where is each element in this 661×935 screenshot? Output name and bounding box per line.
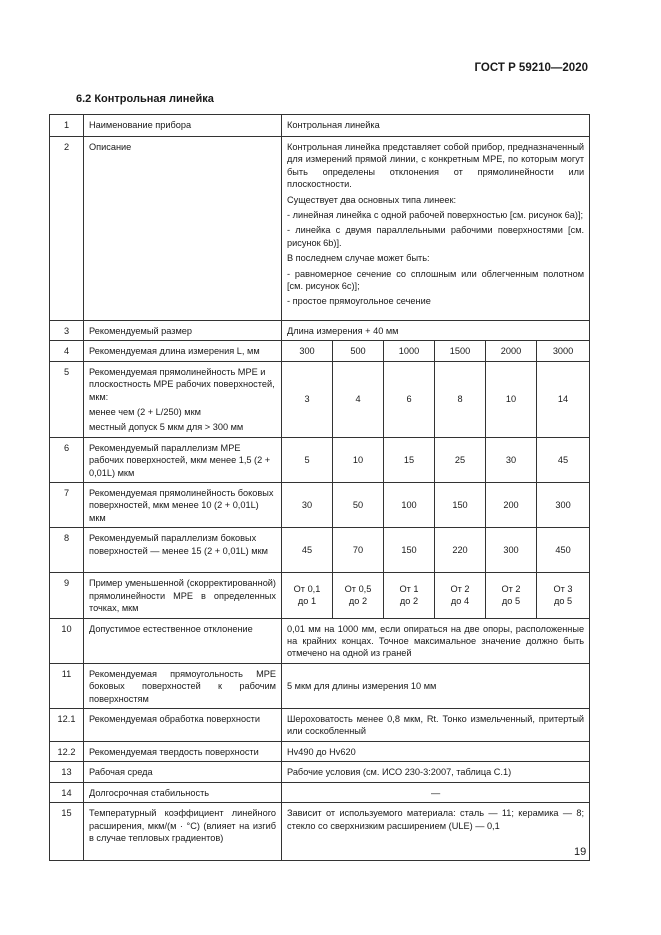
value-cell — [486, 573, 537, 618]
row-number: 9 — [50, 573, 84, 618]
description-text: - линейка с двумя параллельными рабочими поверхностями [см. рисунок 6b)]. — [287, 225, 585, 248]
row-value — [282, 137, 590, 321]
table-row — [50, 528, 590, 573]
row-number: 7 — [50, 483, 84, 528]
value-cell — [282, 573, 333, 618]
value-cell: 3000 — [537, 341, 590, 361]
value-cell: 6 — [384, 361, 435, 437]
row-label: Рекомендуемая длина измерения L, мм — [84, 341, 282, 361]
value-cell: 8 — [435, 361, 486, 437]
value-line: От 1 — [399, 583, 419, 594]
row-value: 0,01 мм на 1000 мм, если опираться на две опоры, расположенные на крайних концах. Точное максимальное значение должно быть отмечено на одной из граней — [282, 618, 590, 663]
value-cell: 14 — [537, 361, 590, 437]
value-cell: 70 — [333, 528, 384, 573]
table-row — [50, 341, 590, 361]
value-line: до 5 — [501, 596, 521, 607]
table-row — [50, 663, 590, 708]
row-label: Температурный коэффициент линейного расширения, мкм/(м · °С) (влияет на изгиб в случае тепловых градиентов) — [84, 803, 282, 861]
page-number: 19 — [574, 846, 587, 858]
value-line: От 2 — [501, 583, 521, 594]
value-cell — [435, 573, 486, 618]
row-value: Длина измерения + 40 мм — [282, 321, 590, 341]
description-text: Существует два основных типа линеек: — [287, 194, 457, 205]
table-row — [50, 137, 590, 321]
table-row — [50, 782, 590, 802]
table-row — [50, 361, 590, 437]
section-title: 6.2 Контрольная линейка — [76, 93, 214, 105]
row-number: 1 — [50, 115, 84, 137]
row-number: 6 — [50, 437, 84, 482]
value-cell: 10 — [486, 361, 537, 437]
description-text: - линейная линейка с одной рабочей поверхностью [см. рисунок 6а)]; — [287, 210, 584, 221]
row-number: 8 — [50, 528, 84, 573]
value-cell: 300 — [486, 528, 537, 573]
value-cell: 300 — [537, 483, 590, 528]
table-row — [50, 741, 590, 761]
row-label: Описание — [84, 137, 282, 321]
row-number: 11 — [50, 663, 84, 708]
value-line: От 0,5 — [344, 583, 372, 594]
row-value: Зависит от используемого материала: сталь — 11; керамика — 8; стекло со сверхнизким расширением (ULE) — 0,1 — [282, 803, 590, 861]
value-line: до 1 — [297, 596, 317, 607]
label-text: Рекомендуемая прямолинейность MPE и плоскостность MPE рабочих поверхностей, мкм: — [89, 366, 275, 402]
value-cell: 300 — [282, 341, 333, 361]
row-number: 15 — [50, 803, 84, 861]
row-label: Рекомендуемый параллелизм MPE рабочих поверхностей, мкм менее 1,5 (2 + 0,01L) мкм — [84, 437, 282, 482]
value-cell: 30 — [486, 437, 537, 482]
row-value: — — [282, 782, 590, 802]
row-number: 12.2 — [50, 741, 84, 761]
value-cell: 50 — [333, 483, 384, 528]
row-label: Рекомендуемая твердость поверхности — [84, 741, 282, 761]
row-label: Рабочая среда — [84, 762, 282, 782]
row-number: 10 — [50, 618, 84, 663]
value-cell: 45 — [537, 437, 590, 482]
value-cell: 2000 — [486, 341, 537, 361]
value-cell: 220 — [435, 528, 486, 573]
value-line: От 0,1 — [293, 583, 321, 594]
value-line: до 4 — [450, 596, 470, 607]
value-cell: 100 — [384, 483, 435, 528]
row-label: Наименование прибора — [84, 115, 282, 137]
value-cell: 25 — [435, 437, 486, 482]
row-label: Рекомендуемая обработка поверхности — [84, 708, 282, 741]
row-label: Долгосрочная стабильность — [84, 782, 282, 802]
table-row — [50, 803, 590, 861]
row-number: 2 — [50, 137, 84, 321]
table-row — [50, 483, 590, 528]
description-text: - простое прямоугольное сечение — [287, 296, 431, 307]
value-cell: 500 — [333, 341, 384, 361]
description-text: - равномерное сечение со сплошным или облегченным полотном [см. рисунок 6с)]; — [287, 268, 585, 292]
table-row — [50, 115, 590, 137]
value-line: От 2 — [450, 583, 470, 594]
value-cell: 30 — [282, 483, 333, 528]
value-cell: 150 — [435, 483, 486, 528]
value-cell: 5 — [282, 437, 333, 482]
table-row — [50, 437, 590, 482]
row-number: 12.1 — [50, 708, 84, 741]
table-row — [50, 762, 590, 782]
value-cell — [333, 573, 384, 618]
value-cell: 45 — [282, 528, 333, 573]
table-row — [50, 708, 590, 741]
value-cell: 150 — [384, 528, 435, 573]
value-cell: 200 — [486, 483, 537, 528]
row-value: Шероховатость менее 0,8 мкм, Rt. Тонко измельченный, притертый или соскобленный — [282, 708, 590, 741]
description-text: В последнем случае может быть: — [287, 253, 430, 264]
value-line: до 5 — [553, 596, 573, 607]
specification-table — [49, 114, 590, 861]
value-cell — [537, 573, 590, 618]
value-cell: 450 — [537, 528, 590, 573]
value-cell: 10 — [333, 437, 384, 482]
value-cell — [384, 573, 435, 618]
row-label: Рекомендуемый параллелизм боковых поверхностей — менее 15 (2 + 0,01L) мкм — [84, 528, 282, 573]
row-number: 3 — [50, 321, 84, 341]
row-value: Hv490 до Hv620 — [282, 741, 590, 761]
row-label: Допустимое естественное отклонение — [84, 618, 282, 663]
label-text: местный допуск 5 мкм для > 300 мм — [89, 422, 244, 433]
value-cell: 1000 — [384, 341, 435, 361]
value-cell: 15 — [384, 437, 435, 482]
row-number: 13 — [50, 762, 84, 782]
row-label: Рекомендуемая прямоугольность MPE боковых поверхностей к рабочим поверхностям — [84, 663, 282, 708]
row-label — [84, 361, 282, 437]
label-text: менее чем (2 + L/250) мкм — [89, 407, 201, 418]
row-number: 4 — [50, 341, 84, 361]
row-label: Пример уменьшенной (скорректированной) прямолинейности MPE в определенных точках, мкм — [84, 573, 282, 618]
row-number: 14 — [50, 782, 84, 802]
value-line: От 3 — [553, 583, 573, 594]
row-value: Контрольная линейка — [282, 115, 590, 137]
row-label: Рекомендуемая прямолинейность боковых поверхностей, мкм менее 10 (2 + 0,01L) мкм — [84, 483, 282, 528]
row-label: Рекомендуемый размер — [84, 321, 282, 341]
row-value: Рабочие условия (см. ИСО 230-3:2007, таблица С.1) — [282, 762, 590, 782]
value-line: до 2 — [348, 596, 368, 607]
table-row — [50, 321, 590, 341]
table-row — [50, 618, 590, 663]
row-value: 5 мкм для длины измерения 10 мм — [282, 663, 590, 708]
value-cell: 1500 — [435, 341, 486, 361]
standard-designation: ГОСТ Р 59210—2020 — [474, 62, 588, 74]
value-cell: 3 — [282, 361, 333, 437]
value-cell: 4 — [333, 361, 384, 437]
row-number: 5 — [50, 361, 84, 437]
value-line: до 2 — [399, 596, 419, 607]
description-text: Контрольная линейка представляет собой прибор, предназначенный для измерений прямой линии, с конкретным MPE, по которым могут быть определены отклонения от прямолинейности или плоскостности. — [287, 142, 585, 190]
table-row — [50, 573, 590, 618]
